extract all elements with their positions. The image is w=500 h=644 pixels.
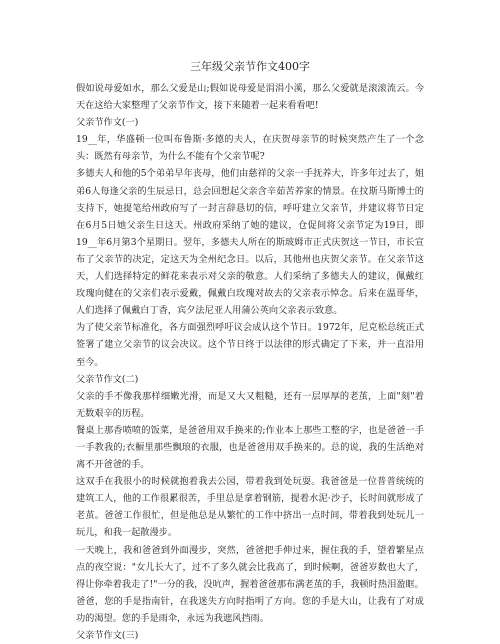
section-heading-2: 父亲节作文(二): [76, 373, 139, 385]
document-body: [76, 80, 424, 644]
paragraph: 19__年，华盛顿一位叫布鲁斯·多德的夫人，在庆贺母亲节的时候突然产生了一个念头：既然有母亲节，为什么不能有个父亲节呢?: [76, 134, 424, 163]
paragraph: 爸爸，您的手是指南针，在我迷失方向时指明了方向。您的手是大山，让我有了对成功的渴望。您的手是雨伞，永远为我遮风挡雨。: [76, 595, 424, 624]
paragraph: 为了使父亲节标准化，各方面强烈呼吁议会成认这个节日。1972年，尼克松总统正式签署了建立父亲节的议会决议。这个节日终于以法律的形式确定了下来，并一直沿用至今。: [76, 322, 424, 368]
section-heading-1: 父亲节作文(一): [76, 117, 139, 129]
document-title: 三年级父亲节作文400字: [190, 60, 310, 73]
paragraph: 这双手在我很小的时候就抱着我去公园，带着我到处玩耍。我爸爸是一位普普统统的建筑工人，他的工作很累很苦，手里总是拿着钢筋，提着水泥·沙子，长时间就形成了老茧。爸爸工作很忙，但是他总是从繁忙的工作中挤出一点时间，带着我到处玩儿一玩儿，和我一起散漫步。: [76, 476, 424, 539]
intro-paragraph: 假如说母爱如水，那么父爱是山;假如说母爱是涓涓小溪，那么父爱就是滚滚流云。今天在这给大家整理了父亲节作文，接下来随着一起来看看吧!: [76, 83, 424, 112]
section-heading-3: 父亲节作文(三): [76, 630, 139, 641]
paragraph: 餐桌上那香喷喷的饭菜，是爸爸用双手换来的;作业本上那些工整的字，也是爸爸一手一手教我的;衣橱里那些飘琅的衣服，也是爸爸用双手换来的。总的说，我的生活绝对离不开爸爸的手。: [76, 424, 424, 471]
paragraph: 父亲的手不像我那样细嫩光滑，而是又大又粗糙，还有一层厚厚的老茧，上面"刻"着无数艰辛的历程。: [76, 390, 424, 419]
paragraph: 多德夫人和他的5个弟弟早年丧母，他们由慈祥的父亲一手抚养大，许多年过去了，姐弟6人每逢父亲的生辰忌日，总会回想起父亲含辛茹苦养家的情景。在抆斯马斯博士的支持下，她提笔给州政府写了一封言辞恳切的信，呼吁建立父亲节，并建议将节日定在6月5日她父亲生日这天。州政府采纳了她的建议，仓促间将父亲节定为19日，即19__年6月第3个星期日。翌年，多德夫人所在的斯玻姆市正式庆贺这一节日，市长宣布了父亲节的决定，定这天为全州纪念日。以后，其他州也庆贺父亲节。在父亲节这天，人们选择特定的鲜花来表示对父亲的敬意。人们采纳了多德夫人的建议，佩戴红玫瑰向健在的父亲们表示爱戴，佩戴白玫瑰对故去的父亲表示悼念。后来在温哥华，人们选择了佩戴白丁香，宾夕法尼亚人用蒲公英向父亲表示致意。: [76, 168, 424, 317]
paragraph: 一天晚上，我和爸爸到外面漫步，突然，爸爸把手伸过来，握住我的手，望着繁星点点的夜空说："女儿长大了，过不了多久就会比我高了，到时候啊，爸爸岁数也大了，得让你牵着我走了!"一分的我，没吭声，握着爸爸那布满老茧的手，我顿时热泪盈眶。: [76, 544, 424, 590]
